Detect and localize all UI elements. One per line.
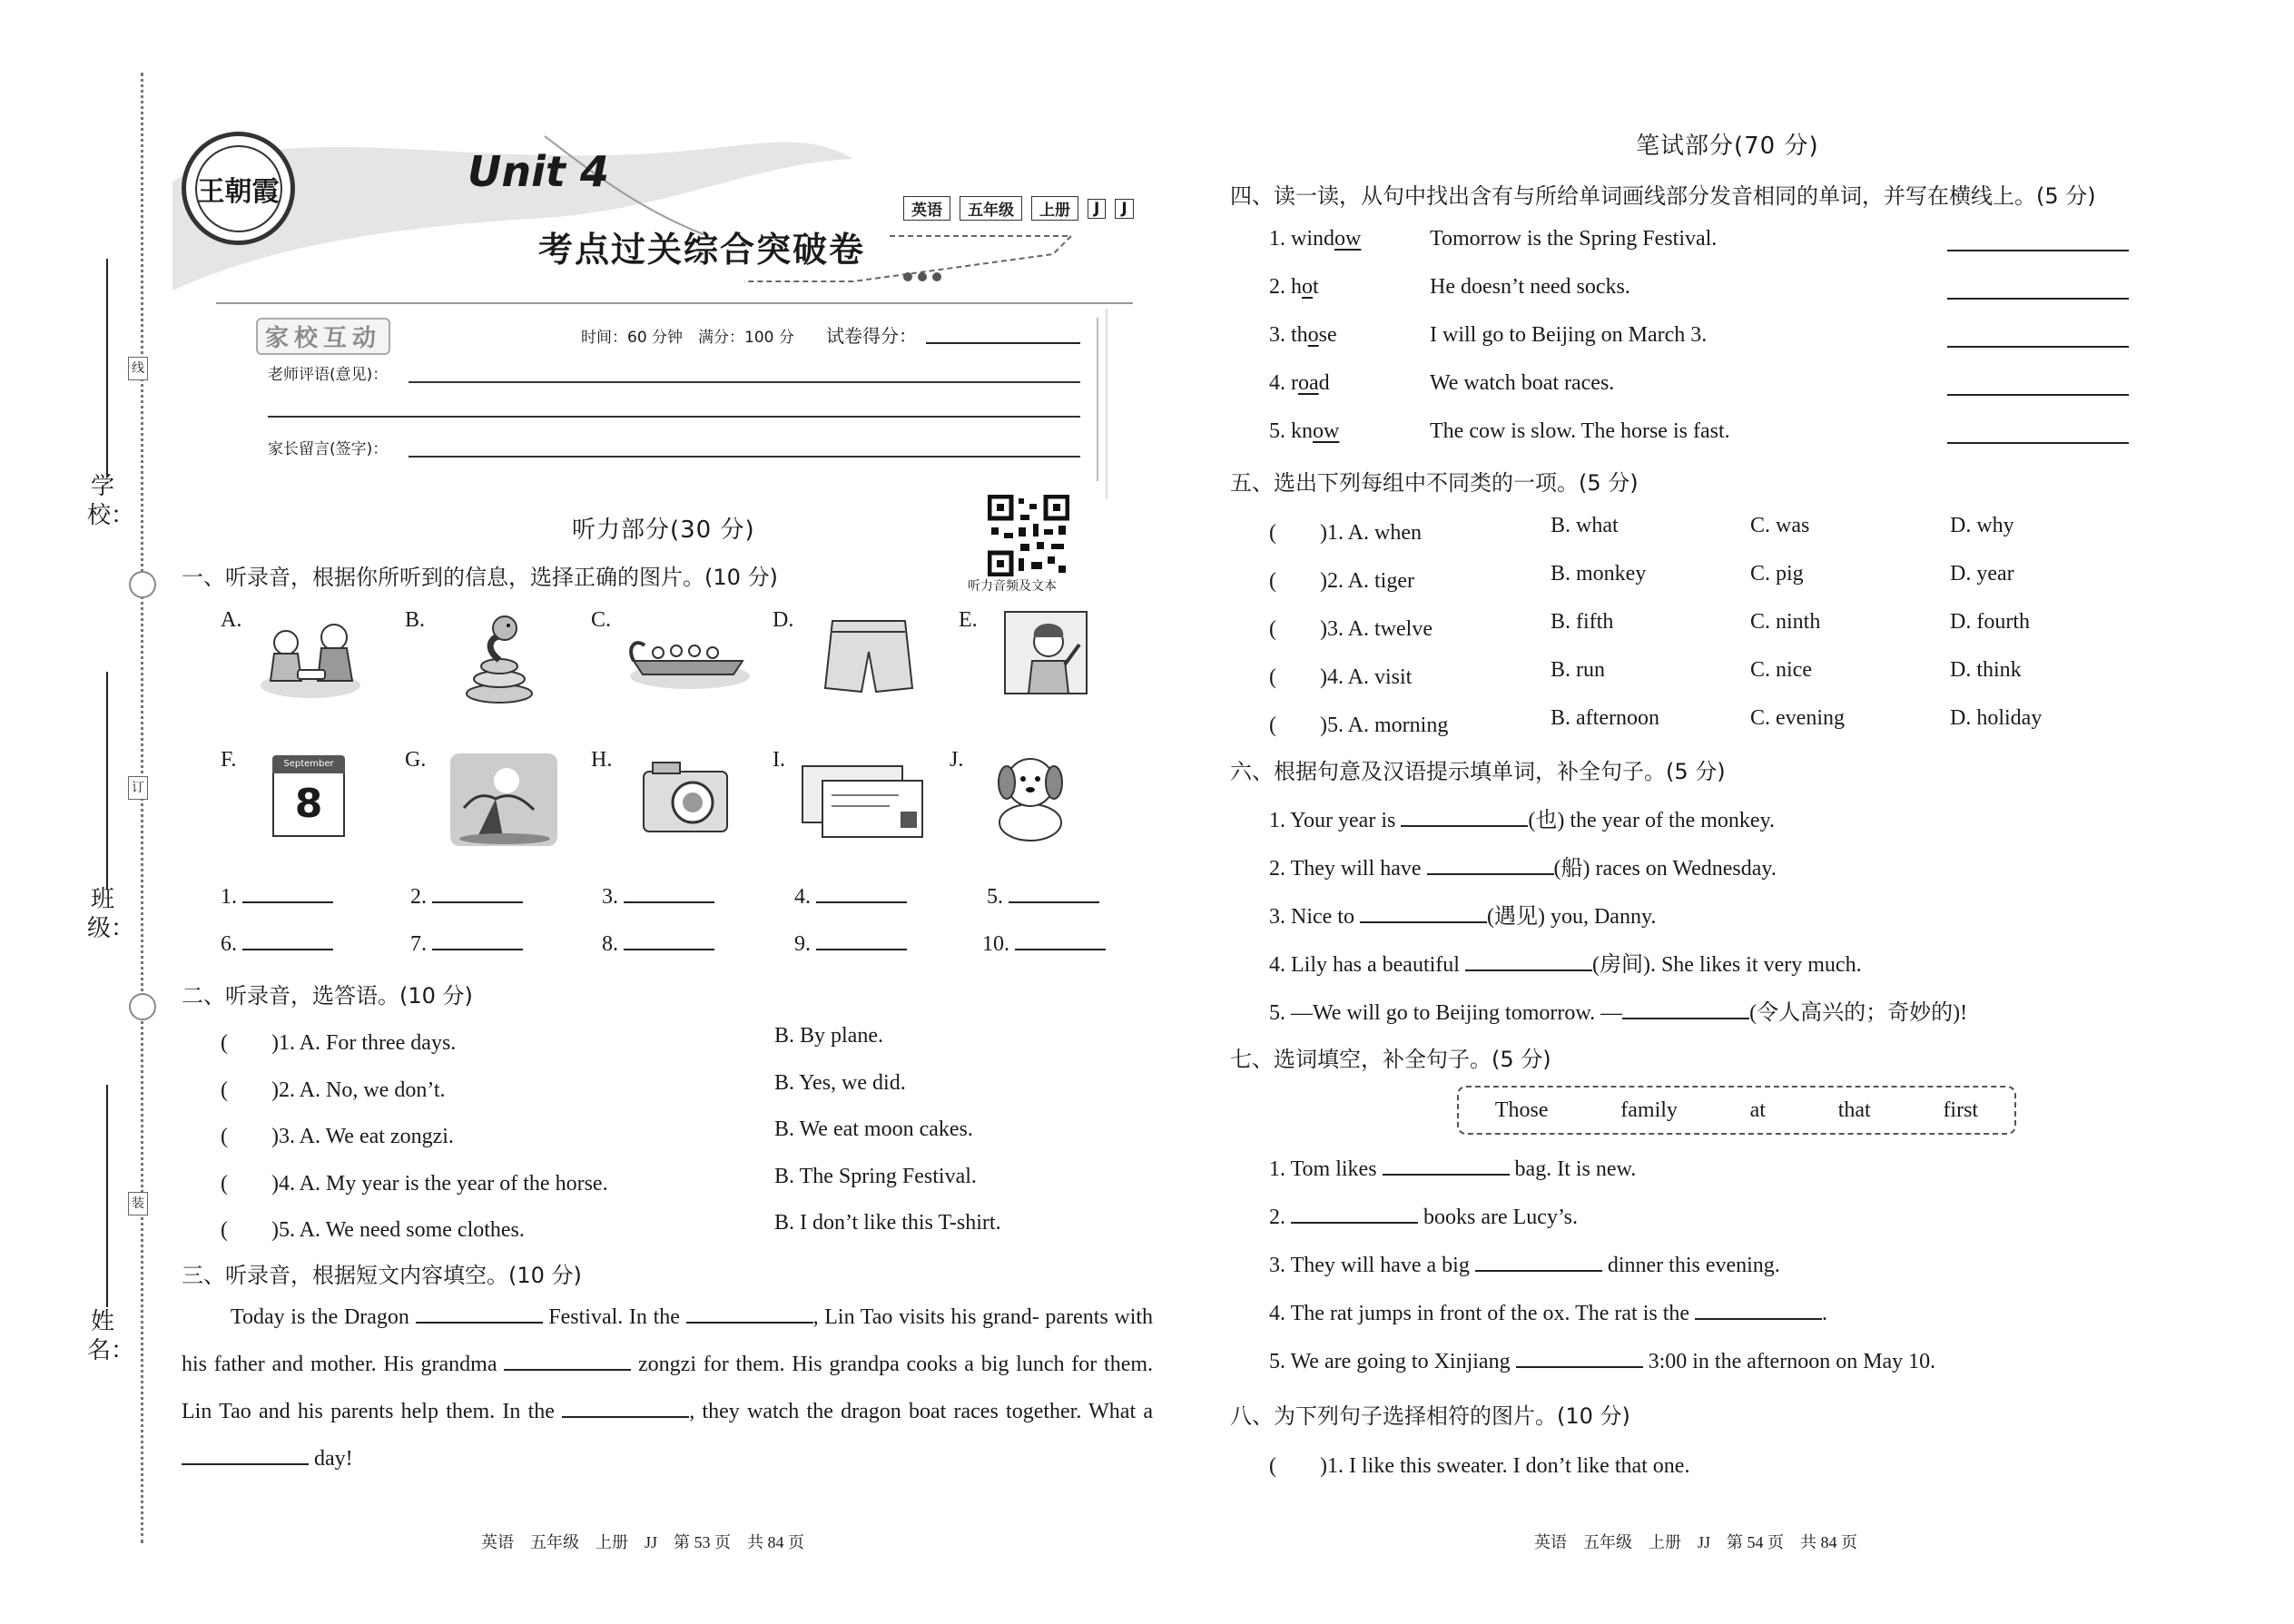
- answer-number: 10.: [982, 932, 1009, 956]
- picture-label-h: H.: [591, 748, 613, 772]
- answer-number: 7.: [410, 932, 427, 956]
- answer-blank[interactable]: [432, 900, 523, 903]
- answer-blank[interactable]: [242, 947, 333, 950]
- q6-text: 3. Nice to: [1269, 905, 1354, 929]
- q5-option-b-5: B. afternoon: [1551, 706, 1659, 730]
- passage-blank[interactable]: [504, 1367, 631, 1371]
- name-line: [106, 1085, 108, 1307]
- q5-item-4[interactable]: [1269, 658, 1412, 690]
- picture-label-a: A.: [221, 608, 242, 632]
- school-line: [106, 259, 108, 477]
- q7-item-3: [1269, 1254, 1780, 1278]
- q7-item-5: [1269, 1350, 1935, 1374]
- q5-item-5[interactable]: [1269, 706, 1448, 738]
- q2-option-a: A. My year is the year of the horse.: [299, 1172, 608, 1196]
- q5-option-d-3: D. fourth: [1950, 610, 2030, 634]
- children-eating-icon: [254, 617, 368, 704]
- q4-word-4: [1269, 371, 1330, 396]
- answer-slot-6[interactable]: [221, 932, 333, 957]
- q6-text: races on Wednesday.: [1595, 857, 1777, 881]
- puppy-icon: [983, 746, 1078, 844]
- name-label: 姓名：: [87, 1308, 135, 1364]
- q7-blank[interactable]: [1383, 1172, 1510, 1176]
- binding-hole: [129, 571, 156, 598]
- qr-caption: 听力音频及文本: [968, 579, 1057, 594]
- q5-option-d-2: D. year: [1950, 562, 2014, 586]
- time-info: 时间：60 分钟 满分：100 分: [581, 329, 794, 347]
- q2-num: ( )5.: [221, 1218, 295, 1242]
- q6-text: you, Danny.: [1550, 905, 1657, 929]
- exam-subtitle: 考点过关综合突破卷: [538, 231, 866, 270]
- q4-word-part: th: [1291, 323, 1308, 347]
- shorts-icon: [822, 615, 917, 697]
- q6-hint: (房间): [1591, 953, 1650, 977]
- q5-num: ( )1.: [1269, 521, 1344, 545]
- q4-word-underlined: o: [1302, 275, 1313, 299]
- answer-slot-7[interactable]: [410, 932, 523, 957]
- answer-number: 8.: [602, 932, 618, 956]
- answer-slot-4[interactable]: [794, 885, 907, 910]
- q4-num: 4.: [1269, 371, 1285, 395]
- q8-text: I like this sweater. I don’t like that one.: [1348, 1454, 1690, 1478]
- word-bank-item: that: [1837, 1097, 1871, 1122]
- q5-option-a: A. when: [1347, 521, 1422, 545]
- q4-word-part: r: [1291, 371, 1298, 395]
- picture-label-d: D.: [773, 608, 794, 632]
- q2-option-b-1: B. By plane.: [774, 1024, 883, 1048]
- q7-text: .: [1822, 1302, 1828, 1325]
- answer-slot-2[interactable]: [410, 885, 523, 910]
- q7-text: 2.: [1269, 1206, 1285, 1229]
- box-right-rule: [1097, 318, 1098, 481]
- passage-blank[interactable]: [416, 1320, 543, 1324]
- q4-answer-1[interactable]: [1947, 250, 2129, 251]
- q5-option-a: A. morning: [1347, 714, 1449, 737]
- answer-slot-8[interactable]: [602, 932, 714, 957]
- passage-blank[interactable]: [562, 1414, 689, 1418]
- q4-sentence-2: He doesn’t need socks.: [1430, 275, 1630, 299]
- qr-code-icon: [988, 495, 1069, 576]
- q6-item-4: [1269, 946, 1862, 978]
- q6-item-5: [1269, 994, 1967, 1026]
- written-title: 笔试部分(70 分): [1636, 133, 1819, 160]
- q6-text: . She likes it very much.: [1649, 953, 1862, 977]
- answer-blank[interactable]: [432, 947, 523, 950]
- q6-heading: 六、根据句意及汉语提示填单词，补全句子。(5 分): [1230, 759, 1726, 784]
- q2-num: ( )2.: [221, 1078, 295, 1102]
- q2-item-3[interactable]: [221, 1117, 454, 1149]
- q5-num: ( )4.: [1269, 665, 1344, 689]
- q7-text: bag. It is new.: [1514, 1157, 1637, 1181]
- picture-label-f: F.: [221, 748, 237, 772]
- q2-option-a: A. We eat zongzi.: [299, 1125, 454, 1148]
- answer-number: 2.: [410, 885, 427, 909]
- q7-blank[interactable]: [1291, 1220, 1418, 1224]
- dragon-boat-icon: [626, 620, 752, 693]
- q5-option-b-2: B. monkey: [1551, 562, 1647, 586]
- q3-passage: [182, 1294, 1153, 1482]
- q7-blank[interactable]: [1475, 1268, 1602, 1272]
- q6-hint: (令人高兴的；奇妙的): [1749, 1001, 1961, 1025]
- q4-word-part: wind: [1291, 227, 1334, 251]
- answer-slot-1[interactable]: [221, 885, 333, 910]
- calendar-month: September: [272, 755, 345, 773]
- q2-num: ( )3.: [221, 1125, 295, 1148]
- passage-text: Today is the Dragon: [231, 1305, 409, 1329]
- q2-item-1[interactable]: [221, 1024, 456, 1056]
- q5-num: ( )3.: [1269, 617, 1344, 641]
- calendar-icon: [272, 755, 345, 844]
- snake-icon: [454, 610, 545, 705]
- q6-hint: (也): [1528, 809, 1565, 832]
- q5-item-1[interactable]: [1269, 514, 1422, 546]
- q8-heading: 八、为下列句子选择相符的图片。(10 分): [1230, 1403, 1630, 1429]
- brand-logo: [182, 132, 295, 245]
- passage-text: Festival. In the: [548, 1305, 680, 1329]
- q4-word-underlined: oa: [1298, 371, 1319, 395]
- binding-box-1: 线: [128, 357, 148, 380]
- answer-slot-3[interactable]: [602, 885, 714, 910]
- tag-edition-1: J: [1088, 199, 1106, 219]
- girl-waving-icon: [1003, 610, 1089, 697]
- answer-number: 9.: [794, 932, 811, 956]
- answer-blank[interactable]: [624, 947, 714, 950]
- teacher-comment-field-2[interactable]: [268, 416, 1080, 418]
- q6-item-3: [1269, 898, 1656, 930]
- score-field[interactable]: [926, 342, 1080, 344]
- q7-word-bank: [1457, 1086, 2016, 1135]
- q5-option-a: A. twelve: [1347, 617, 1433, 641]
- q4-answer-3[interactable]: [1947, 346, 2129, 348]
- q7-text: dinner this evening.: [1607, 1254, 1780, 1277]
- q2-option-a: A. No, we don’t.: [299, 1078, 446, 1102]
- q4-answer-5[interactable]: [1947, 442, 2129, 444]
- q4-sentence-4: We watch boat races.: [1430, 371, 1615, 395]
- q4-word-1: [1269, 227, 1361, 251]
- passage-blank[interactable]: [686, 1320, 813, 1324]
- teacher-comment-field[interactable]: [409, 381, 1080, 383]
- q4-num: 5.: [1269, 419, 1285, 443]
- q6-item-1: [1269, 802, 1775, 833]
- answer-blank[interactable]: [242, 900, 333, 903]
- answer-number: 4.: [794, 885, 811, 909]
- q7-blank[interactable]: [1695, 1316, 1822, 1320]
- binding-dotted-line: [141, 73, 143, 1543]
- q4-word-2: [1269, 275, 1319, 300]
- passage-text: , Lin Tao visits his grand-: [812, 1305, 1039, 1329]
- class-label: 班级：: [87, 886, 135, 942]
- q5-option-c-5: C. evening: [1750, 706, 1845, 730]
- q6-text: 5. —We will go to Beijing tomorrow. —: [1269, 1001, 1623, 1025]
- q2-option-b-5: B. I don’t like this T-shirt.: [774, 1211, 1001, 1235]
- q5-option-c-3: C. ninth: [1750, 610, 1821, 634]
- q2-item-5[interactable]: [221, 1211, 525, 1243]
- home-school-badge: 家校互动: [256, 318, 390, 355]
- q4-word-part: se: [1318, 323, 1337, 347]
- word-bank-item: family: [1620, 1097, 1678, 1122]
- q6-text: 4. Lily has a beautiful: [1269, 953, 1460, 977]
- q6-text: 2. They will have: [1269, 857, 1422, 881]
- calendar-day: 8: [272, 773, 345, 837]
- word-bank-item: at: [1749, 1097, 1766, 1122]
- q4-answer-2[interactable]: [1947, 298, 2129, 300]
- q1-heading: 一、听录音，根据你所听到的信息，选择正确的图片。(10 分): [182, 565, 778, 590]
- passage-text: cooks a big lunch for them. Lin Tao and his parents help them. In the: [182, 1353, 1154, 1423]
- q6-blank[interactable]: [1465, 968, 1592, 971]
- q7-text: 4. The rat jumps in front of the ox. The rat is the: [1269, 1302, 1690, 1325]
- q2-option-a: A. We need some clothes.: [299, 1218, 525, 1242]
- q5-option-c-1: C. was: [1750, 514, 1810, 537]
- q5-num: ( )5.: [1269, 714, 1344, 737]
- q4-num: 3.: [1269, 323, 1285, 347]
- q7-item-2: [1269, 1206, 1578, 1230]
- q4-sentence-3: I will go to Beijing on March 3.: [1430, 323, 1708, 347]
- q2-option-b-2: B. Yes, we did.: [774, 1071, 906, 1095]
- answer-blank[interactable]: [1009, 900, 1099, 903]
- tickets-icon: [799, 763, 926, 840]
- parent-comment-label: 家长留言(签字)：: [268, 440, 389, 458]
- tag-edition-2: J: [1115, 199, 1133, 219]
- q5-heading: 五、选出下列每组中不同类的一项。(5 分): [1230, 470, 1639, 496]
- q7-text: 3:00 in the afternoon on May 10.: [1648, 1350, 1936, 1373]
- q5-num: ( )2.: [1269, 569, 1344, 593]
- q5-option-b-1: B. what: [1551, 514, 1619, 537]
- q6-text: the year of the monkey.: [1570, 809, 1776, 832]
- q3-heading: 三、听录音，根据短文内容填空。(10 分): [182, 1263, 582, 1288]
- picture-label-b: B.: [405, 608, 426, 632]
- q6-text: 1. Your year is: [1269, 809, 1396, 832]
- q5-option-d-1: D. why: [1950, 514, 2014, 537]
- q6-blank[interactable]: [1427, 871, 1554, 875]
- q4-word-part: kn: [1291, 419, 1313, 443]
- q8-num: ( )1.: [1269, 1454, 1344, 1478]
- q2-item-4[interactable]: [221, 1165, 608, 1196]
- listening-title: 听力部分(30 分): [572, 517, 755, 544]
- q2-option-a: A. For three days.: [299, 1031, 457, 1055]
- binding-hole: [129, 993, 156, 1020]
- q7-text: 3. They will have a big: [1269, 1254, 1470, 1277]
- q2-heading: 二、听录音，选答语。(10 分): [182, 983, 473, 1009]
- answer-blank[interactable]: [816, 900, 907, 903]
- camera-icon: [640, 759, 731, 836]
- answer-number: 3.: [602, 885, 618, 909]
- q7-item-4: [1269, 1302, 1827, 1326]
- q4-word-part: h: [1291, 275, 1302, 299]
- picture-label-c: C.: [591, 608, 612, 632]
- answer-blank[interactable]: [624, 900, 714, 903]
- q4-word-underlined: ow: [1313, 419, 1340, 443]
- q2-num: ( )4.: [221, 1172, 295, 1196]
- footer-left: 英语 五年级 上册 JJ 第 53 页 共 84 页: [481, 1533, 805, 1551]
- parent-comment-field[interactable]: [409, 456, 1080, 458]
- q6-blank[interactable]: [1360, 920, 1487, 923]
- q6-text: !: [1960, 1001, 1968, 1025]
- q2-option-b-4: B. The Spring Festival.: [774, 1165, 977, 1188]
- q6-blank[interactable]: [1622, 1016, 1749, 1019]
- passage-text: parents with his father and mother. His grandma: [182, 1305, 1154, 1376]
- answer-slot-9[interactable]: [794, 932, 907, 957]
- box-right-rule-2: [1106, 309, 1108, 499]
- q6-blank[interactable]: [1401, 823, 1528, 827]
- binding-box-3: 装: [128, 1192, 148, 1216]
- passage-text: , they: [689, 1400, 740, 1423]
- q5-option-c-2: C. pig: [1750, 562, 1804, 586]
- answer-number: 6.: [221, 932, 237, 956]
- q6-hint: (船): [1553, 857, 1590, 881]
- q5-option-a: A. tiger: [1347, 569, 1414, 593]
- school-label: 学校：: [87, 473, 135, 529]
- answer-slot-5[interactable]: [987, 885, 1099, 910]
- q4-heading: 四、读一读，从句中找出含有与所给单词画线部分发音相同的单词，并写在横线上。(5 分): [1230, 183, 2096, 209]
- q2-num: ( )1.: [221, 1031, 295, 1055]
- picture-label-i: I.: [773, 748, 785, 772]
- answer-number: 5.: [987, 885, 1003, 909]
- passage-text: watch the dragon boat races together. What a: [747, 1400, 1153, 1423]
- q4-word-3: [1269, 323, 1337, 348]
- footer-right: 英语 五年级 上册 JJ 第 54 页 共 84 页: [1534, 1533, 1858, 1551]
- q4-word-part: d: [1318, 371, 1330, 395]
- q8-item-1[interactable]: [1269, 1447, 1689, 1479]
- q7-text: 1. Tom likes: [1269, 1157, 1377, 1181]
- q4-num: 1.: [1269, 227, 1285, 251]
- moon-night-icon: [450, 753, 557, 846]
- q4-sentence-5: The cow is slow. The horse is fast.: [1430, 419, 1730, 443]
- word-bank-item: Those: [1494, 1097, 1549, 1122]
- q5-option-d-5: D. holiday: [1950, 706, 2043, 730]
- passage-blank[interactable]: [182, 1462, 309, 1465]
- teacher-comment-label: 老师评语(意见)：: [268, 366, 389, 384]
- tag-grade: 五年级: [960, 196, 1022, 221]
- logo-text: 王朝霞: [195, 145, 282, 232]
- answer-slot-10[interactable]: [982, 932, 1106, 957]
- q7-blank[interactable]: [1516, 1364, 1643, 1368]
- q5-item-2[interactable]: [1269, 562, 1414, 594]
- word-bank-item: first: [1943, 1097, 1979, 1122]
- q4-answer-4[interactable]: [1947, 394, 2129, 396]
- q7-text: 5. We are going to Xinjiang: [1269, 1350, 1511, 1373]
- binding-box-2: 订: [128, 776, 148, 800]
- score-label: 试卷得分：: [826, 325, 917, 347]
- picture-label-j: J.: [950, 748, 964, 772]
- q2-option-b-3: B. We eat moon cakes.: [774, 1117, 973, 1141]
- tag-subject: 英语: [903, 196, 950, 221]
- q4-word-underlined: o: [1307, 323, 1319, 347]
- picture-label-g: G.: [405, 748, 427, 772]
- grade-tags: [903, 196, 1134, 221]
- passage-text: zongzi for them. His grandpa: [638, 1353, 900, 1376]
- q4-word-underlined: ow: [1334, 227, 1362, 251]
- tag-term: 上册: [1031, 196, 1078, 221]
- q6-hint: (遇见): [1486, 905, 1545, 929]
- info-divider: [216, 302, 1133, 304]
- q2-item-2[interactable]: [221, 1071, 446, 1103]
- q7-item-1: [1269, 1157, 1636, 1182]
- answer-number: 1.: [221, 885, 237, 909]
- answer-blank[interactable]: [816, 947, 907, 950]
- q5-option-c-4: C. nice: [1750, 658, 1812, 682]
- q4-word-5: [1269, 419, 1339, 444]
- answer-blank[interactable]: [1015, 947, 1106, 950]
- class-line: [106, 672, 108, 890]
- q4-word-part: t: [1313, 275, 1319, 299]
- q7-text: books are Lucy’s.: [1423, 1206, 1578, 1229]
- q6-item-2: [1269, 850, 1777, 881]
- q5-option-b-4: B. run: [1551, 658, 1605, 682]
- q5-option-d-4: D. think: [1950, 658, 2022, 682]
- q4-sentence-1: Tomorrow is the Spring Festival.: [1430, 227, 1718, 251]
- q5-option-b-3: B. fifth: [1551, 610, 1614, 634]
- unit-title: Unit 4: [468, 147, 609, 196]
- q7-heading: 七、选词填空，补全句子。(5 分): [1230, 1047, 1551, 1072]
- passage-text: day!: [314, 1447, 353, 1471]
- q4-num: 2.: [1269, 275, 1285, 299]
- picture-label-e: E.: [959, 608, 978, 632]
- q5-item-3[interactable]: [1269, 610, 1433, 642]
- q5-option-a: A. visit: [1347, 665, 1413, 689]
